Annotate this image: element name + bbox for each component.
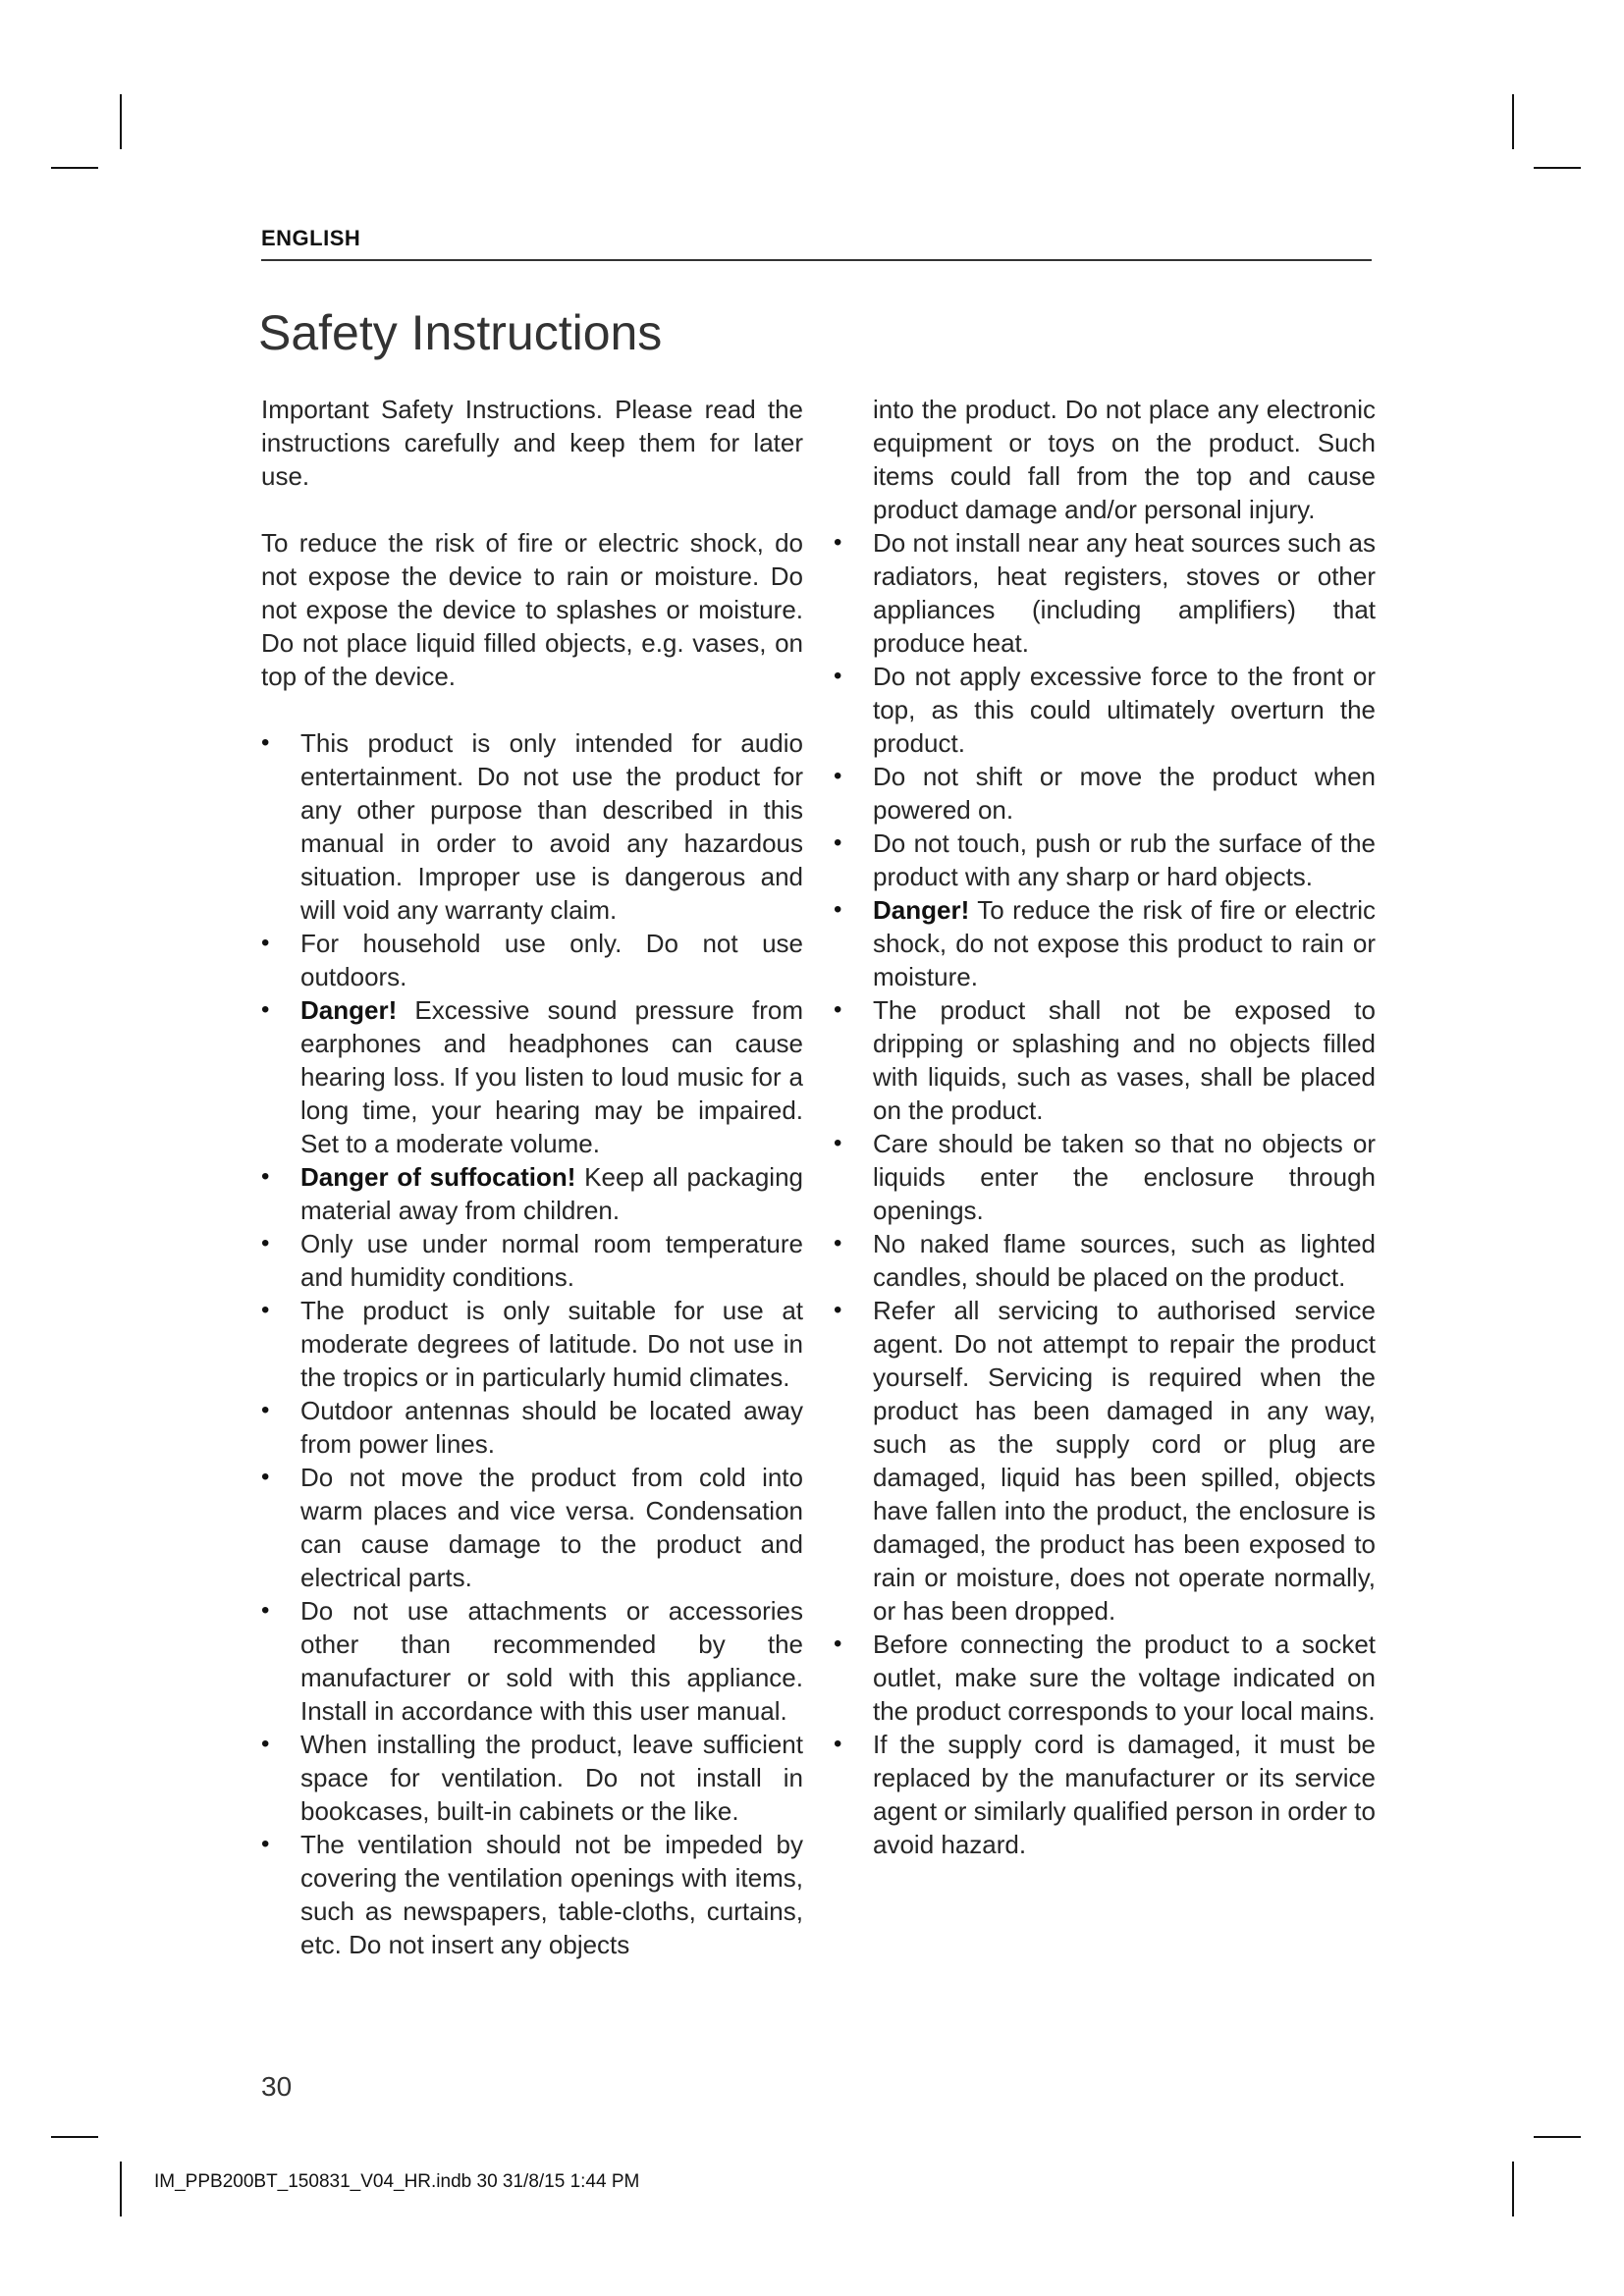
list-item bbox=[261, 1594, 803, 1728]
crop-mark-top-right-vertical bbox=[1512, 94, 1514, 149]
list-item bbox=[261, 927, 803, 993]
warning-paragraph: To reduce the risk of fire or electric shock, do not expose the device to rain or moisture. Do not expose the device to splashes or moisture. Do not place liquid filled objects, e.g. vases, on top of the device. bbox=[261, 528, 803, 691]
list-item-text: Keep all packaging material away from children. bbox=[300, 1162, 803, 1225]
list-item-text: Do not use attachments or accessories other than recommended by the manufacturer or sold with this appliance. Install in accordance with this user manual. bbox=[300, 1596, 803, 1726]
list-item-text: Do not move the product from cold into warm places and vice versa. Condensation can cause damage to the product and electrical parts. bbox=[300, 1463, 803, 1592]
crop-mark-bottom-right-horizontal bbox=[1534, 2136, 1581, 2138]
continuation-text: into the product. Do not place any electronic equipment or toys on the product. Such items could fall from the top and cause product damage and/or personal injury. bbox=[873, 395, 1376, 524]
list-item bbox=[261, 1828, 803, 1961]
list-item bbox=[261, 1461, 803, 1594]
list-item-bold: Danger of suffocation! bbox=[300, 1162, 576, 1192]
list-item-text: Outdoor antennas should be located away from power lines. bbox=[300, 1396, 803, 1459]
list-item bbox=[834, 1227, 1376, 1294]
list-item-text: Do not shift or move the product when powered on. bbox=[873, 762, 1376, 825]
section-label: ENGLISH bbox=[261, 226, 361, 250]
list-item bbox=[261, 1294, 803, 1394]
list-item bbox=[834, 1294, 1376, 1628]
list-item-text: When installing the product, leave sufficient space for ventilation. Do not install in bookcases, built-in cabinets or the like. bbox=[300, 1730, 803, 1826]
crop-mark-top-right-horizontal bbox=[1534, 167, 1581, 169]
header-divider bbox=[261, 259, 1372, 261]
list-item bbox=[834, 893, 1376, 993]
list-item bbox=[834, 760, 1376, 827]
list-item-text: The product shall not be exposed to dripping or splashing and no objects filled with liquids, such as vases, shall be placed on the product. bbox=[873, 995, 1376, 1125]
crop-mark-bottom-left-vertical bbox=[120, 2162, 122, 2216]
list-item-text: Care should be taken so that no objects or liquids enter the enclosure through openings. bbox=[873, 1129, 1376, 1225]
crop-mark-bottom-right-vertical bbox=[1512, 2162, 1514, 2216]
list-item bbox=[834, 827, 1376, 893]
list-item bbox=[261, 726, 803, 927]
list-item-text: To reduce the risk of fire or electric shock, do not expose this product to rain or moisture. bbox=[873, 895, 1376, 991]
page-number: 30 bbox=[261, 2071, 293, 2102]
crop-mark-top-left-vertical bbox=[120, 94, 122, 149]
list-item bbox=[261, 1394, 803, 1461]
list-item bbox=[834, 1127, 1376, 1227]
left-column bbox=[261, 393, 803, 1961]
list-item-text: Do not touch, push or rub the surface of the product with any sharp or hard objects. bbox=[873, 828, 1376, 891]
list-item-text: Do not install near any heat sources such as radiators, heat registers, stoves or other appliances (including amplifiers) that produce heat. bbox=[873, 528, 1376, 658]
right-column bbox=[834, 393, 1376, 1861]
left-bullet-list bbox=[261, 726, 803, 1961]
crop-mark-bottom-left-horizontal bbox=[51, 2136, 98, 2138]
list-item-text: This product is only intended for audio entertainment. Do not use the product for any other purpose than described in this manual in order to avoid any hazardous situation. Improper use is dangerous and will void any warranty claim. bbox=[300, 728, 803, 925]
list-item-bold: Danger! bbox=[300, 995, 398, 1025]
list-item-bold: Danger! bbox=[873, 895, 970, 925]
list-item-text: Refer all servicing to authorised service agent. Do not attempt to repair the product yourself. Servicing is required when the product has been damaged in any way, such as the supply cord or plug are damaged, liquid has been spilled, objects have fallen into the product, the enclosure is damaged, the product has been exposed to rain or moisture, does not operate normally, or has been dropped. bbox=[873, 1296, 1376, 1626]
list-item bbox=[834, 1628, 1376, 1728]
list-item-text: Before connecting the product to a socket outlet, make sure the voltage indicated on the product corresponds to your local mains. bbox=[873, 1629, 1376, 1726]
list-item-text: Do not apply excessive force to the front or top, as this could ultimately overturn the product. bbox=[873, 662, 1376, 758]
intro-paragraph: Important Safety Instructions. Please read the instructions carefully and keep them for later use. bbox=[261, 395, 803, 491]
list-item bbox=[261, 1160, 803, 1227]
list-item bbox=[834, 526, 1376, 660]
list-item bbox=[834, 660, 1376, 760]
list-item bbox=[261, 1728, 803, 1828]
list-item-text: The product is only suitable for use at moderate degrees of latitude. Do not use in the tropics or in particularly humid climates. bbox=[300, 1296, 803, 1392]
print-file-info: IM_PPB200BT_150831_V04_HR.indb 30 31/8/15 1:44 PM bbox=[154, 2171, 640, 2192]
list-item bbox=[261, 993, 803, 1160]
list-item-text: If the supply cord is damaged, it must be replaced by the manufacturer or its service agent or similarly qualified person in order to avoid hazard. bbox=[873, 1730, 1376, 1859]
list-item-text: The ventilation should not be impeded by covering the ventilation openings with items, such as newspapers, table-cloths, curtains, etc. Do not insert any objects bbox=[300, 1830, 803, 1959]
page-title: Safety Instructions bbox=[258, 305, 663, 360]
list-item-text: For household use only. Do not use outdoors. bbox=[300, 929, 803, 991]
right-bullet-list bbox=[834, 526, 1376, 1861]
list-item-text: Excessive sound pressure from earphones and headphones can cause hearing loss. If you listen to loud music for a long time, your hearing may be impaired. Set to a moderate volume. bbox=[300, 995, 803, 1158]
list-item bbox=[834, 1728, 1376, 1861]
list-item bbox=[261, 1227, 803, 1294]
list-item bbox=[834, 993, 1376, 1127]
list-item-text: No naked flame sources, such as lighted candles, should be placed on the product. bbox=[873, 1229, 1376, 1292]
list-item-text: Only use under normal room temperature and humidity conditions. bbox=[300, 1229, 803, 1292]
crop-mark-top-left-horizontal bbox=[51, 167, 98, 169]
